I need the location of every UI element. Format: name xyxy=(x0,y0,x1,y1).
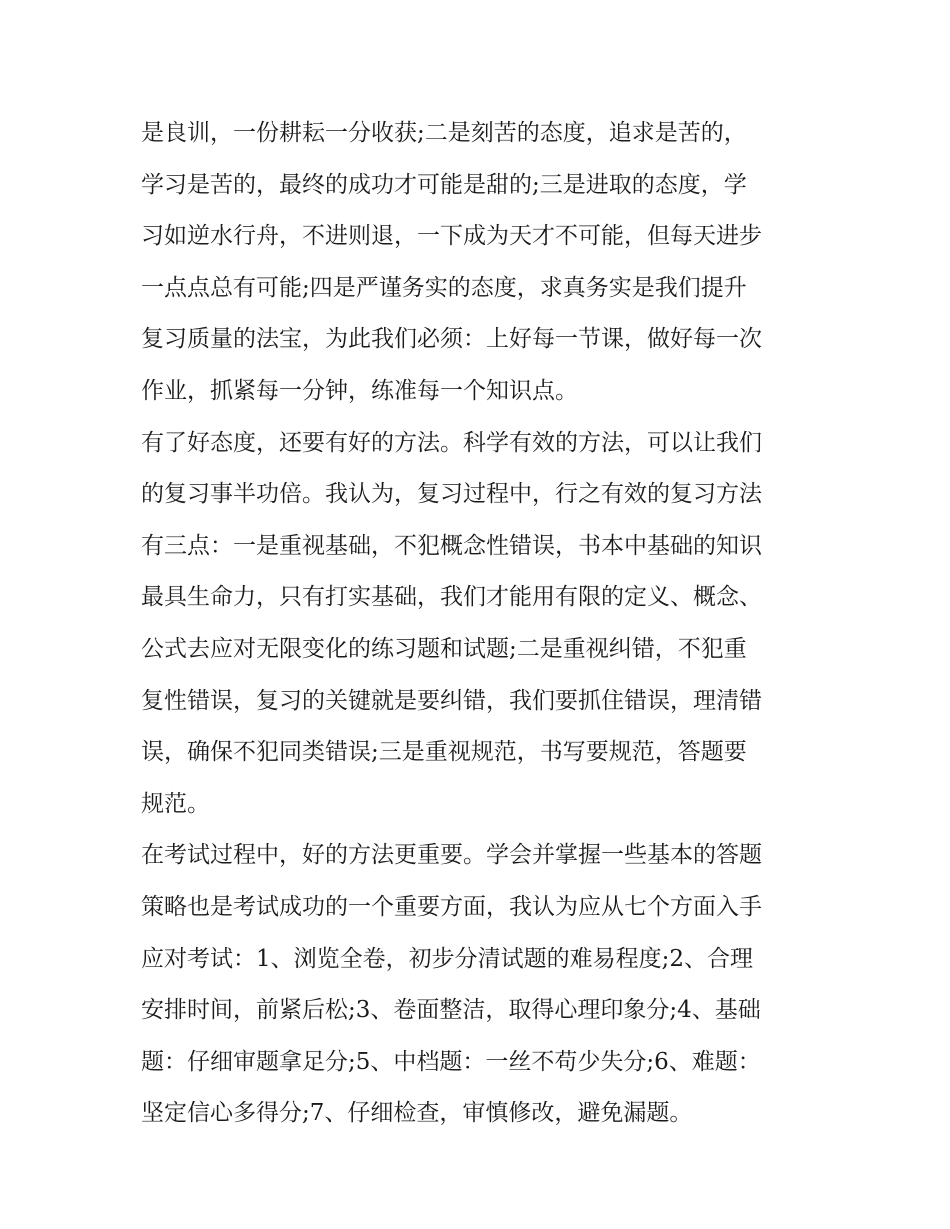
text-line: 最具生命力，只有打实基础，我们才能用有限的定义、概念、 xyxy=(141,584,762,611)
text-line: 一点点总有可能;四是严谨务实的态度，求真务实是我们提升 xyxy=(141,274,747,301)
text-line: 公式去应对无限变化的练习题和试题;二是重视纠错，不犯重 xyxy=(141,635,747,662)
text-line: 安排时间，前紧后松;3、卷面整洁，取得心理印象分;4、基础 xyxy=(141,997,761,1024)
text-line: 坚定信心多得分;7、仔细检查，审慎修改，避免漏题。 xyxy=(141,1100,693,1127)
text-line: 习如逆水行舟，不进则退，一下成为天才不可能，但每天进步 xyxy=(141,223,762,250)
text-line: 有了好态度，还要有好的方法。科学有效的方法，可以让我们 xyxy=(141,429,762,456)
text-line: 作业，抓紧每一分钟，练准每一个知识点。 xyxy=(141,377,578,404)
text-line: 题：仔细审题拿足分;5、中档题：一丝不苟少失分;6、难题： xyxy=(141,1048,761,1075)
text-line: 学习是苦的，最终的成功才可能是甜的;三是进取的态度，学 xyxy=(141,171,747,198)
text-line: 复习质量的法宝，为此我们必须：上好每一节课，做好每一次 xyxy=(141,326,762,353)
text-line: 应对考试：1、浏览全卷，初步分清试题的难易程度;2、合理 xyxy=(141,945,754,972)
text-line: 误，确保不犯同类错误;三是重视规范，书写要规范，答题要 xyxy=(141,739,747,766)
text-line: 有三点：一是重视基础，不犯概念性错误，书本中基础的知识 xyxy=(141,532,762,559)
text-line: 策略也是考试成功的一个重要方面，我认为应从七个方面入手 xyxy=(141,893,762,920)
text-line: 规范。 xyxy=(141,790,210,817)
document-body xyxy=(141,108,821,1140)
text-line: 在考试过程中，好的方法更重要。学会并掌握一些基本的答题 xyxy=(141,842,762,869)
text-line: 的复习事半功倍。我认为，复习过程中，行之有效的复习方法 xyxy=(141,481,762,508)
text-line: 复性错误，复习的关键就是要纠错，我们要抓住错误，理清错 xyxy=(141,687,762,714)
text-line: 是良训，一份耕耘一分收获;二是刻苦的态度，追求是苦的， xyxy=(141,120,747,146)
